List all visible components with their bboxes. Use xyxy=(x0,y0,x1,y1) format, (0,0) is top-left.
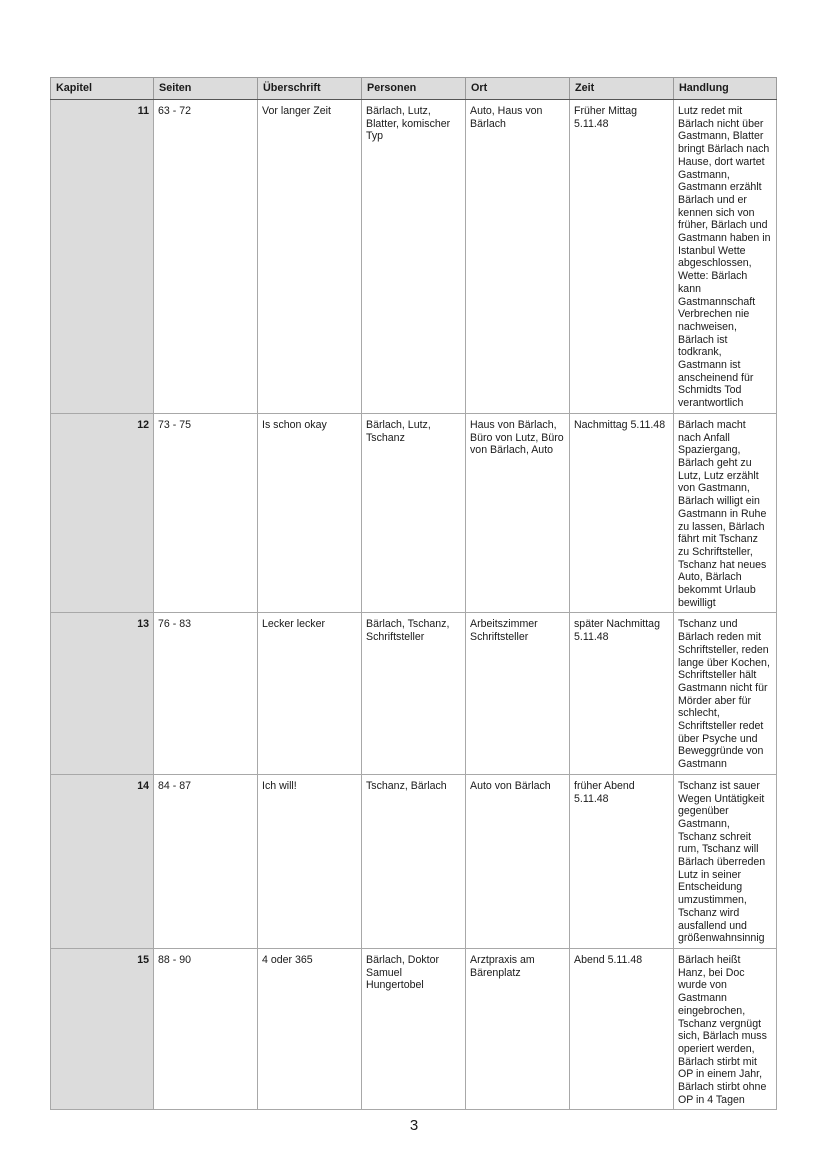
ueberschrift-cell: 4 oder 365 xyxy=(258,949,362,1110)
kapitel-cell: 15 xyxy=(51,949,154,1110)
kapitel-cell: 11 xyxy=(51,100,154,414)
ueberschrift-cell: Lecker lecker xyxy=(258,613,362,774)
zeit-cell: Nachmittag 5.11.48 xyxy=(570,413,674,613)
kapitel-cell: 14 xyxy=(51,774,154,948)
handlung-cell: Lutz redet mit Bärlach nicht über Gastmann, Blatter bringt Bärlach nach Hause, dort wartet Gastmann, Gastmann erzählt Bärlach und er kennen sich von früher, Bärlach und Gastmann haben in Istanbul Wette abgeschlossen, Wette: Bärlach kann Gastmannschaft Verbrechen nie nachweisen, Bärlach ist todkrank, Gastmann ist anscheinend für Schmidts Tod verantwortlich xyxy=(674,100,777,414)
table-row xyxy=(51,774,777,948)
header-ort: Ort xyxy=(466,78,570,100)
handlung-cell: Bärlach macht nach Anfall Spaziergang, Bärlach geht zu Lutz, Lutz erzählt von Gastmann, Bärlach willigt ein Gastmann in Ruhe zu lassen, Bärlach fährt mit Tschanz zu Schriftsteller, Tschanz hat neues Auto, Bärlach bekommt Urlaub bewilligt xyxy=(674,413,777,613)
zeit-cell: Abend 5.11.48 xyxy=(570,949,674,1110)
personen-cell: Bärlach, Tschanz, Schriftsteller xyxy=(362,613,466,774)
ort-cell: Arztpraxis am Bärenplatz xyxy=(466,949,570,1110)
chapter-table xyxy=(50,77,777,1110)
zeit-cell: Früher Mittag 5.11.48 xyxy=(570,100,674,414)
ort-cell: Auto von Bärlach xyxy=(466,774,570,948)
header-kapitel: Kapitel xyxy=(51,78,154,100)
ort-cell: Auto, Haus von Bärlach xyxy=(466,100,570,414)
personen-cell: Bärlach, Lutz, Blatter, komischer Typ xyxy=(362,100,466,414)
table-row xyxy=(51,613,777,774)
ueberschrift-cell: Is schon okay xyxy=(258,413,362,613)
handlung-cell: Tschanz ist sauer Wegen Untätigkeit gegenüber Gastmann, Tschanz schreit rum, Tschanz will Bärlach überreden Lutz in seiner Entscheidung umzustimmen, Tschanz wird ausfallend und größenwahnsinnig xyxy=(674,774,777,948)
header-zeit: Zeit xyxy=(570,78,674,100)
personen-cell: Bärlach, Doktor Samuel Hungertobel xyxy=(362,949,466,1110)
zeit-cell: später Nachmittag 5.11.48 xyxy=(570,613,674,774)
table-row xyxy=(51,949,777,1110)
kapitel-cell: 12 xyxy=(51,413,154,613)
header-row xyxy=(51,78,777,100)
ort-cell: Arbeitszimmer Schriftsteller xyxy=(466,613,570,774)
personen-cell: Bärlach, Lutz, Tschanz xyxy=(362,413,466,613)
seiten-cell: 73 - 75 xyxy=(154,413,258,613)
zeit-cell: früher Abend 5.11.48 xyxy=(570,774,674,948)
seiten-cell: 63 - 72 xyxy=(154,100,258,414)
seiten-cell: 76 - 83 xyxy=(154,613,258,774)
personen-cell: Tschanz, Bärlach xyxy=(362,774,466,948)
header-ueberschrift: Überschrift xyxy=(258,78,362,100)
table-row xyxy=(51,413,777,613)
ueberschrift-cell: Ich will! xyxy=(258,774,362,948)
kapitel-cell: 13 xyxy=(51,613,154,774)
header-handlung: Handlung xyxy=(674,78,777,100)
seiten-cell: 88 - 90 xyxy=(154,949,258,1110)
table-row xyxy=(51,100,777,414)
seiten-cell: 84 - 87 xyxy=(154,774,258,948)
ort-cell: Haus von Bärlach, Büro von Lutz, Büro von Bärlach, Auto xyxy=(466,413,570,613)
header-personen: Personen xyxy=(362,78,466,100)
page-number: 3 xyxy=(409,1117,419,1134)
handlung-cell: Bärlach heißt Hanz, bei Doc wurde von Gastmann eingebrochen, Tschanz vergnügt sich, Bärlach muss operiert werden, Bärlach stirbt mit OP in einem Jahr, Bärlach stirbt ohne OP in 4 Tagen xyxy=(674,949,777,1110)
handlung-cell: Tschanz und Bärlach reden mit Schriftsteller, reden lange über Kochen, Schriftsteller hält Gastmann nicht für Mörder aber für schlecht, Schriftsteller redet über Psyche und Beweggründe von Gastmann xyxy=(674,613,777,774)
header-seiten: Seiten xyxy=(154,78,258,100)
ueberschrift-cell: Vor langer Zeit xyxy=(258,100,362,414)
